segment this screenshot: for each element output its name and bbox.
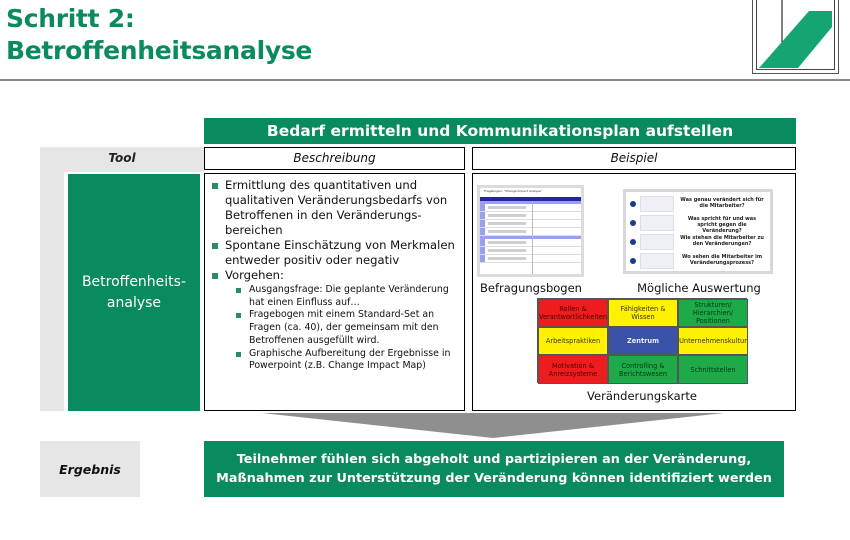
bullet-text: Vorgehen: xyxy=(225,268,284,282)
number-badge-icon xyxy=(630,201,636,207)
sub-bullet-text: Graphische Aufbereitung der Ergebnisse in Powerpoint (z.B. Change Impact Map) xyxy=(249,347,451,372)
column-header-tool: Tool xyxy=(108,151,136,165)
questionnaire-thumbnail xyxy=(477,185,584,277)
result-box xyxy=(204,441,784,497)
map-cell: Arbeitspraktiken xyxy=(538,327,608,355)
sub-bullet xyxy=(235,348,456,373)
map-cell: Schnittstellen xyxy=(678,355,748,384)
column-header-beispiel: Beispiel xyxy=(472,147,796,170)
square-bullet-icon xyxy=(236,288,241,293)
page-title-step: Schritt 2: xyxy=(6,4,135,33)
map-cell: Fähigkeiten & Wissen xyxy=(608,299,678,327)
map-cell: Controlling & Berichtswesen xyxy=(608,355,678,384)
bullet-text: Spontane Einschätzung von Merkmalen entweder positiv oder negativ xyxy=(225,238,455,267)
page-title xyxy=(6,3,312,67)
map-cell: Rollen & Verantwortlichkeiten xyxy=(538,299,608,327)
description-bullet xyxy=(211,178,456,238)
evaluation-question: Wie stehen die Mitarbeiter zu den Veränderungen? xyxy=(680,235,764,247)
evaluation-question: Was spricht für und was spricht gegen die Veränderung? xyxy=(687,216,757,234)
section-banner: Bedarf ermitteln und Kommunikationsplan aufstellen xyxy=(204,118,796,144)
header-divider xyxy=(0,79,850,81)
chart-thumbnail-icon xyxy=(640,234,674,250)
company-logo xyxy=(752,0,839,74)
number-badge-icon xyxy=(630,239,636,245)
sub-bullet xyxy=(235,309,456,347)
evaluation-caption: Mögliche Auswertung xyxy=(637,281,761,295)
number-badge-icon xyxy=(630,258,636,264)
square-bullet-icon xyxy=(212,273,218,279)
number-badge-icon xyxy=(630,220,636,226)
column-header-beschreibung: Beschreibung xyxy=(204,147,465,170)
result-line-2: Maßnahmen zur Unterstützung der Veränderung können identifiziert werden xyxy=(216,471,772,486)
questionnaire-caption: Befragungsbogen xyxy=(480,281,582,295)
tool-name-box xyxy=(68,174,200,411)
questionnaire-doc-title: Fragebogen: "Change Impact Analyse" xyxy=(484,189,543,193)
result-label: Ergebnis xyxy=(40,441,140,497)
description-bullet xyxy=(211,268,456,373)
tool-name-line1: Betroffenheits- xyxy=(81,273,187,290)
square-bullet-icon xyxy=(236,352,241,357)
evaluation-question: Wo sehen die Mitarbeiter im Veränderungsprozess? xyxy=(681,254,763,266)
evaluation-thumbnail xyxy=(623,189,773,274)
map-cell: Unternehmenskultur xyxy=(678,327,748,355)
diagonal-band-logo-icon xyxy=(753,0,840,74)
chart-thumbnail-icon xyxy=(640,196,674,212)
square-bullet-icon xyxy=(212,243,218,249)
result-line-1: Teilnehmer fühlen sich abgeholt und partizipieren an der Veränderung, xyxy=(236,452,752,467)
change-map-caption: Veränderungskarte xyxy=(587,389,697,403)
sub-bullet-text: Fragebogen mit einem Standard-Set an Fragen (ca. 40), der gemeinsam mit den Betroffenen ausgefüllt wird. xyxy=(249,309,439,346)
map-cell: Motivation & Anreizsysteme xyxy=(538,355,608,384)
description-bullets xyxy=(211,178,456,373)
map-cell: Strukturen/ Hierarchien/ Positionen xyxy=(678,299,748,327)
bullet-text: Ermittlung des quantitativen und qualitativen Veränderungsbedarfs von Betroffenen in den Veränderungs-bereichen xyxy=(225,178,448,237)
sub-bullet xyxy=(235,284,456,309)
chart-thumbnail-icon xyxy=(640,253,674,269)
square-bullet-icon xyxy=(236,313,241,318)
description-bullet xyxy=(211,238,456,268)
procedure-sub-bullets xyxy=(225,284,456,373)
change-impact-map xyxy=(537,298,747,383)
description-panel xyxy=(204,173,465,411)
evaluation-question: Was genau verändert sich für die Mitarbeiter? xyxy=(680,197,764,209)
map-cell: Zentrum xyxy=(608,327,678,355)
square-bullet-icon xyxy=(212,183,218,189)
chart-thumbnail-icon xyxy=(640,215,674,231)
example-panel xyxy=(472,173,796,411)
tool-name-line2: analyse xyxy=(106,294,162,311)
down-arrow-icon xyxy=(262,413,724,439)
page-title-name: Betroffenheitsanalyse xyxy=(6,36,313,65)
sub-bullet-text: Ausgangsfrage: Die geplante Veränderung hat einen Einfluss auf… xyxy=(249,284,449,308)
